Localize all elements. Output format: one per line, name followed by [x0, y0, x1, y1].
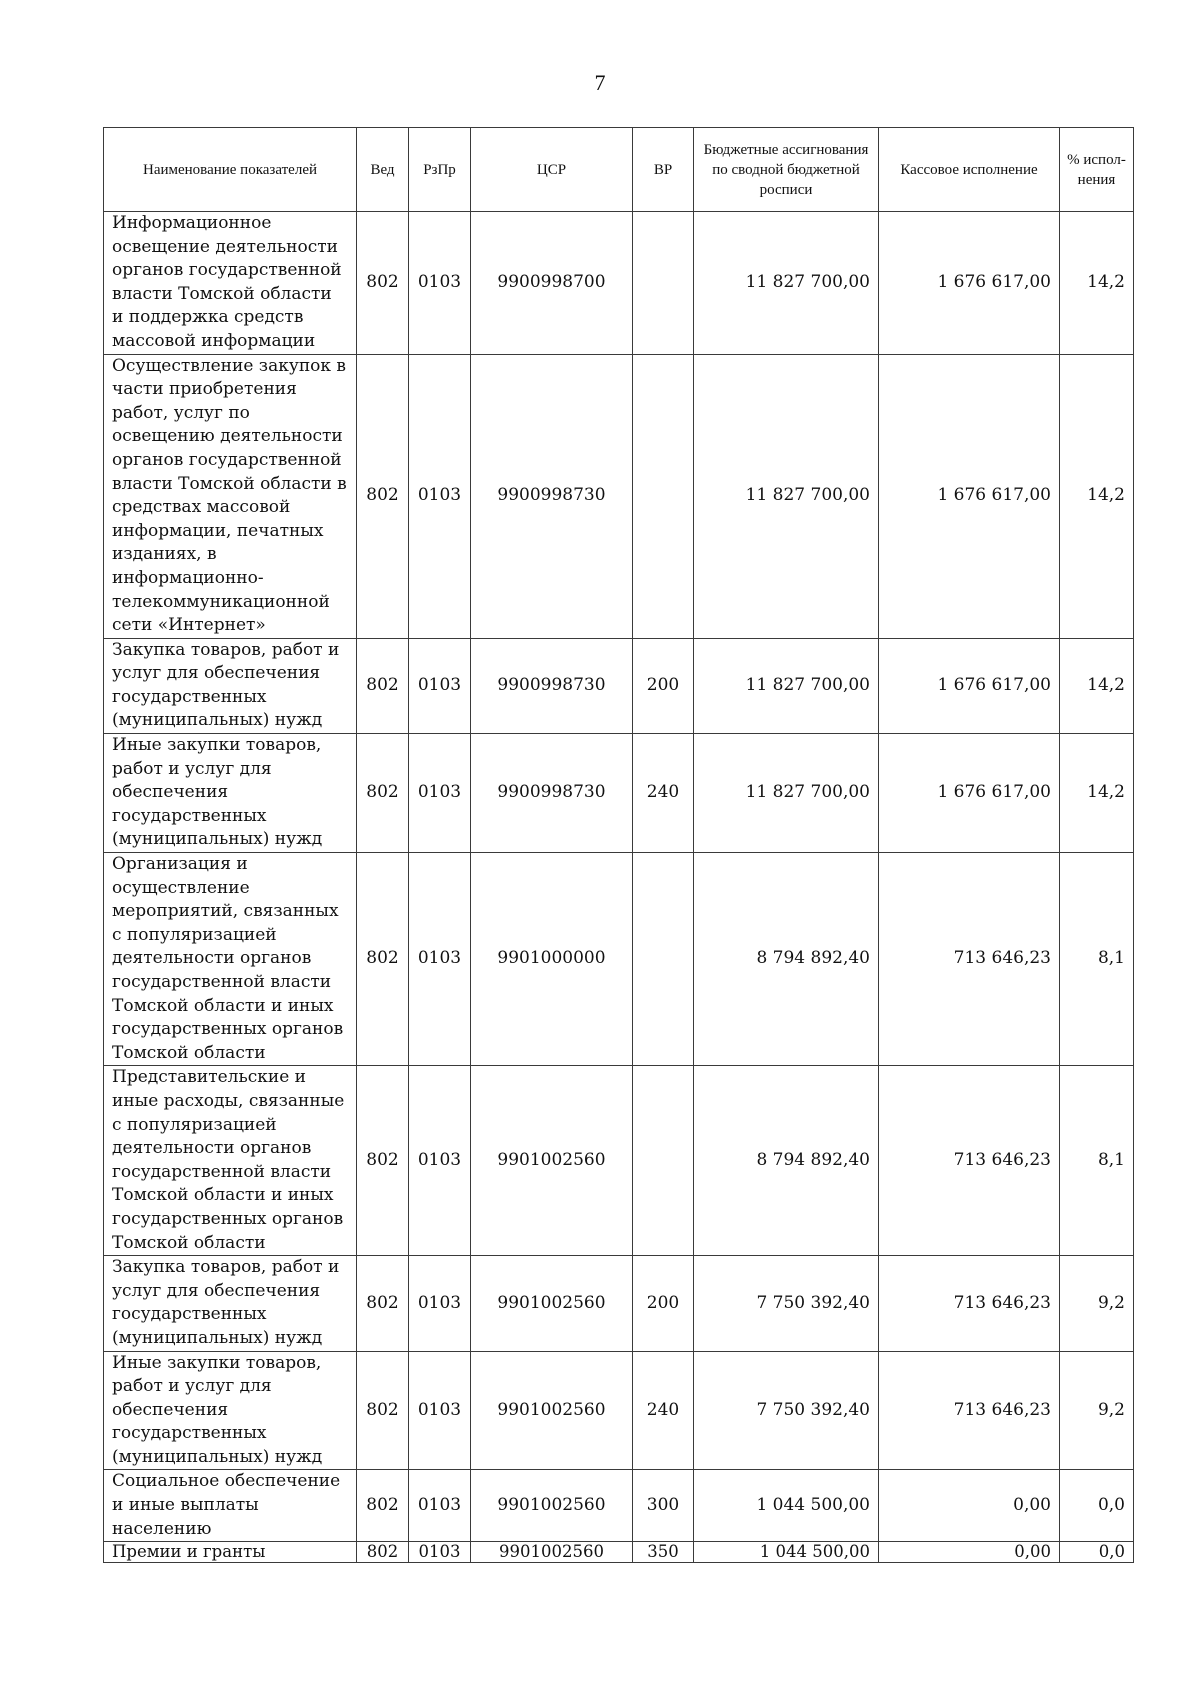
- table-row: [104, 1256, 1134, 1351]
- row-vr: 200: [633, 1256, 694, 1351]
- row-vr: 300: [633, 1470, 694, 1542]
- row-percent: 14,2: [1060, 734, 1134, 853]
- row-ved: 802: [357, 354, 409, 638]
- header-budget: Бюджетные ассигнования по сводной бюджетной росписи: [694, 128, 879, 212]
- row-ved: 802: [357, 734, 409, 853]
- row-budget: 8 794 892,40: [694, 1066, 879, 1256]
- row-percent: 0,0: [1060, 1542, 1134, 1563]
- header-rzpr: РзПр: [409, 128, 471, 212]
- row-rzpr: 0103: [409, 853, 471, 1066]
- row-cash: 1 676 617,00: [879, 212, 1060, 355]
- header-percent: % испол-нения: [1060, 128, 1134, 212]
- row-cash: 713 646,23: [879, 853, 1060, 1066]
- row-ved: 802: [357, 1470, 409, 1542]
- row-rzpr: 0103: [409, 734, 471, 853]
- row-vr: 240: [633, 734, 694, 853]
- table-row: [104, 638, 1134, 733]
- header-name: Наименование показателей: [104, 128, 357, 212]
- row-cash: 0,00: [879, 1470, 1060, 1542]
- row-cash: 713 646,23: [879, 1256, 1060, 1351]
- table-row: [104, 734, 1134, 853]
- row-budget: 11 827 700,00: [694, 354, 879, 638]
- row-rzpr: 0103: [409, 1351, 471, 1470]
- row-vr: 240: [633, 1351, 694, 1470]
- row-name: Осуществление закупок в части приобретения работ, услуг по освещению деятельности органов государственной власти Томской области в средствах массовой информации, печатных изданиях, в информационно-телекоммуникационной сети «Интернет»: [104, 354, 357, 638]
- row-cash: 713 646,23: [879, 1066, 1060, 1256]
- row-csr: 9901002560: [471, 1351, 633, 1470]
- row-cash: 713 646,23: [879, 1351, 1060, 1470]
- row-vr: 350: [633, 1542, 694, 1563]
- table-row: [104, 1351, 1134, 1470]
- row-budget: 1 044 500,00: [694, 1542, 879, 1563]
- row-cash: 1 676 617,00: [879, 638, 1060, 733]
- table-row: [104, 212, 1134, 355]
- row-vr: [633, 853, 694, 1066]
- page-number: 7: [594, 70, 606, 95]
- row-rzpr: 0103: [409, 638, 471, 733]
- row-csr: 9900998730: [471, 638, 633, 733]
- header-cash: Кассовое исполнение: [879, 128, 1060, 212]
- row-rzpr: 0103: [409, 1542, 471, 1563]
- row-rzpr: 0103: [409, 1256, 471, 1351]
- row-ved: 802: [357, 212, 409, 355]
- row-csr: 9900998730: [471, 354, 633, 638]
- row-percent: 14,2: [1060, 638, 1134, 733]
- table-row: [104, 1470, 1134, 1542]
- row-ved: 802: [357, 853, 409, 1066]
- row-vr: [633, 212, 694, 355]
- row-csr: 9900998730: [471, 734, 633, 853]
- row-name: Представительские и иные расходы, связанные с популяризацией деятельности органов государственной власти Томской области и иных государственных органов Томской области: [104, 1066, 357, 1256]
- table-row: [104, 853, 1134, 1066]
- header-csr: ЦСР: [471, 128, 633, 212]
- row-csr: 9901002560: [471, 1470, 633, 1542]
- row-rzpr: 0103: [409, 212, 471, 355]
- row-percent: 9,2: [1060, 1256, 1134, 1351]
- row-vr: 200: [633, 638, 694, 733]
- row-ved: 802: [357, 1256, 409, 1351]
- row-budget: 1 044 500,00: [694, 1470, 879, 1542]
- row-budget: 11 827 700,00: [694, 212, 879, 355]
- row-vr: [633, 354, 694, 638]
- table-header: [104, 128, 1134, 212]
- row-name: Закупка товаров, работ и услуг для обеспечения государственных (муниципальных) нужд: [104, 638, 357, 733]
- row-name: Информационное освещение деятельности органов государственной власти Томской области и поддержка средств массовой информации: [104, 212, 357, 355]
- row-ved: 802: [357, 638, 409, 733]
- row-percent: 14,2: [1060, 212, 1134, 355]
- row-csr: 9901002560: [471, 1542, 633, 1563]
- row-name: Иные закупки товаров, работ и услуг для обеспечения государственных (муниципальных) нужд: [104, 1351, 357, 1470]
- row-budget: 11 827 700,00: [694, 638, 879, 733]
- row-budget: 7 750 392,40: [694, 1256, 879, 1351]
- row-percent: 0,0: [1060, 1470, 1134, 1542]
- header-ved: Вед: [357, 128, 409, 212]
- row-cash: 0,00: [879, 1542, 1060, 1563]
- header-vr: ВР: [633, 128, 694, 212]
- table-body: [104, 212, 1134, 1563]
- row-budget: 11 827 700,00: [694, 734, 879, 853]
- row-budget: 7 750 392,40: [694, 1351, 879, 1470]
- row-percent: 8,1: [1060, 1066, 1134, 1256]
- row-ved: 802: [357, 1542, 409, 1563]
- row-rzpr: 0103: [409, 1470, 471, 1542]
- row-cash: 1 676 617,00: [879, 354, 1060, 638]
- row-percent: 9,2: [1060, 1351, 1134, 1470]
- row-name: Организация и осуществление мероприятий, связанных с популяризацией деятельности органов государственной власти Томской области и иных государственных органов Томской области: [104, 853, 357, 1066]
- row-percent: 14,2: [1060, 354, 1134, 638]
- row-rzpr: 0103: [409, 1066, 471, 1256]
- row-ved: 802: [357, 1066, 409, 1256]
- row-rzpr: 0103: [409, 354, 471, 638]
- row-name: Социальное обеспечение и иные выплаты населению: [104, 1470, 357, 1542]
- row-csr: 9900998700: [471, 212, 633, 355]
- table-row: [104, 354, 1134, 638]
- table-row: [104, 1542, 1134, 1563]
- header-row: [104, 128, 1134, 212]
- row-vr: [633, 1066, 694, 1256]
- budget-execution-table: [103, 127, 1134, 1563]
- row-name: Иные закупки товаров, работ и услуг для обеспечения государственных (муниципальных) нужд: [104, 734, 357, 853]
- row-csr: 9901000000: [471, 853, 633, 1066]
- row-percent: 8,1: [1060, 853, 1134, 1066]
- row-cash: 1 676 617,00: [879, 734, 1060, 853]
- row-name: Премии и гранты: [104, 1542, 357, 1563]
- table-row: [104, 1066, 1134, 1256]
- row-ved: 802: [357, 1351, 409, 1470]
- row-budget: 8 794 892,40: [694, 853, 879, 1066]
- row-csr: 9901002560: [471, 1256, 633, 1351]
- row-name: Закупка товаров, работ и услуг для обеспечения государственных (муниципальных) нужд: [104, 1256, 357, 1351]
- row-csr: 9901002560: [471, 1066, 633, 1256]
